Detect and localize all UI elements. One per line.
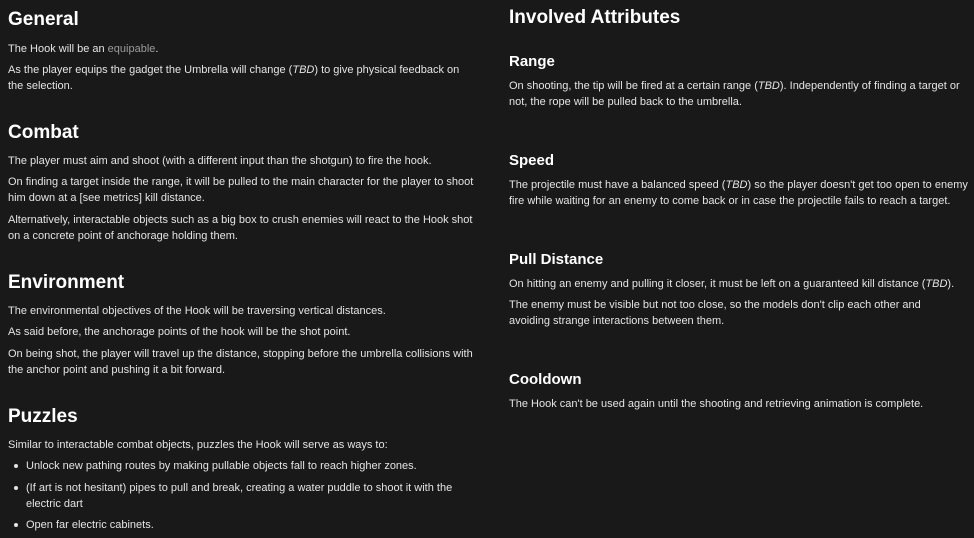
bullet-dot-icon <box>14 523 18 527</box>
environment-paragraph-1: The environmental objectives of the Hook will be traversing vertical distances. <box>8 305 386 317</box>
section-heading-pull-distance: Pull Distance <box>509 251 604 268</box>
section-heading-combat: Combat <box>8 122 79 143</box>
range-paragraph: On shooting, the tip will be fired at a certain range (TBD). Independently of finding a target or not, the rope will be pulled back to the umbrella. <box>509 80 960 108</box>
section-heading-general: General <box>8 9 79 30</box>
combat-paragraph-2: On finding a target inside the range, it will be pulled to the main character for the player to shoot him down at a [see metrics] kill distance. <box>8 176 474 204</box>
puzzles-intro: Similar to interactable combat objects, puzzles the Hook will serve as ways to: <box>8 439 388 451</box>
general-paragraph-1: The Hook will be an equipable. <box>8 43 159 55</box>
section-heading-speed: Speed <box>509 152 555 169</box>
cooldown-paragraph: The Hook can't be used again until the shooting and retrieving animation is complete. <box>509 398 924 410</box>
bullet-dot-icon <box>14 486 18 490</box>
combat-paragraph-3: Alternatively, interactable objects such as a big box to crush enemies will react to the Hook shot on a concrete point of anchorage holding them. <box>8 214 473 242</box>
bullet-dot-icon <box>14 464 18 468</box>
environment-paragraph-3: On being shot, the player will travel up the distance, stopping before the umbrella collisions with the anchor point and pushing it a bit forward. <box>8 348 473 376</box>
section-heading-range: Range <box>509 53 555 70</box>
environment-paragraph-2: As said before, the anchorage points of the hook will be the shot point. <box>8 326 351 338</box>
equipable-link[interactable]: equipable <box>107 43 156 55</box>
section-heading-puzzles: Puzzles <box>8 406 78 427</box>
pull-distance-paragraph-1: On hitting an enemy and pulling it closer, it must be left on a guaranteed kill distance (TBD). <box>509 278 955 290</box>
pull-distance-paragraph-2: The enemy must be visible but not too close, so the models don't clip each other and avoiding strange interactions between them. <box>509 299 921 327</box>
page-title-involved-attributes: Involved Attributes <box>509 7 681 28</box>
general-paragraph-2: As the player equips the gadget the Umbrella will change (TBD) to give physical feedback on the selection. <box>8 64 460 92</box>
section-heading-cooldown: Cooldown <box>509 371 582 388</box>
speed-paragraph: The projectile must have a balanced speed (TBD) so the player doesn't get too open to enemy fire while waiting for an enemy to come back or in case the projectile fails to reach a target. <box>509 179 968 207</box>
section-heading-environment: Environment <box>8 272 125 293</box>
combat-paragraph-1: The player must aim and shoot (with a different input than the shotgun) to fire the hook. <box>8 155 432 167</box>
